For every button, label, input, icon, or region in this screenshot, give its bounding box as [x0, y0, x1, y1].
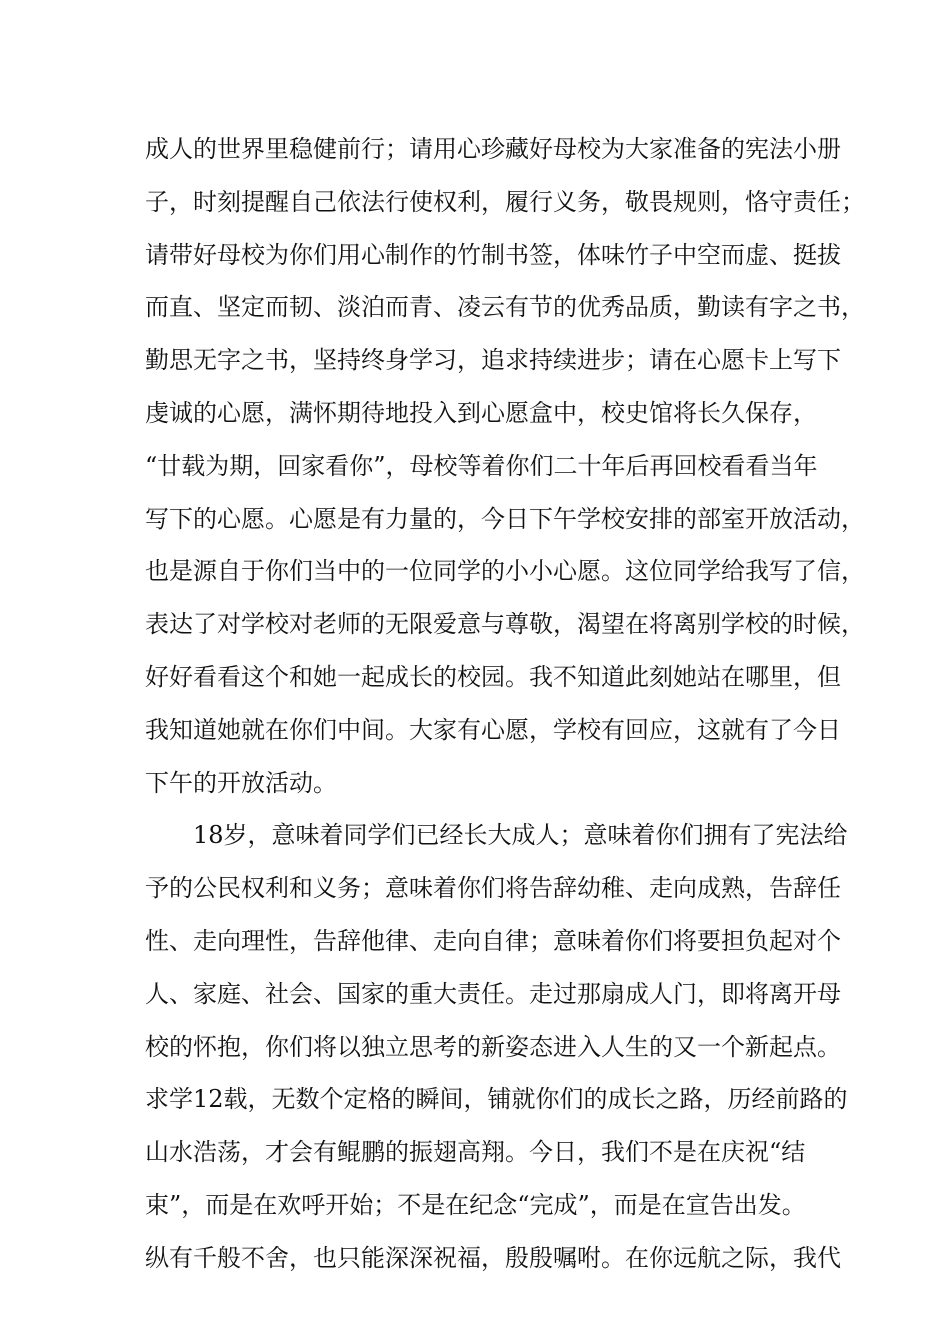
text-line: 成人的世界里稳健前行；请用心珍藏好母校为大家准备的宪法小册	[145, 135, 841, 163]
text-line: “廿载为期，回家看你”，母校等着你们二十年后再回校看看当年	[145, 451, 818, 480]
text-line: 也是源自于你们当中的一位同学的小小心愿。这位同学给我写了信，	[145, 557, 865, 586]
text-line: 请带好母校为你们用心制作的竹制书签，体味竹子中空而虚、挺拔	[145, 240, 841, 269]
text-line: 而直、坚定而韧、淡泊而青、凌云有节的优秀品质，勤读有字之书，	[145, 293, 865, 322]
text-line: 我知道她就在你们中间。大家有心愿，学校有回应，这就有了今日	[145, 715, 841, 744]
text-line: 校的怀抱，你们将以独立思考的新姿态进入人生的又一个新起点。	[145, 1032, 841, 1061]
text-line: 人、家庭、社会、国家的重大责任。走过那扇成人门，即将离开母	[145, 979, 841, 1008]
text-line: 下午的开放活动。	[145, 768, 337, 797]
text-line: 山水浩荡，才会有鲲鹏的振翅高翔。今日，我们不是在庆祝“结	[145, 1138, 806, 1167]
body-text	[145, 123, 865, 1285]
text-line: 性、走向理性，告辞他律、走向自律；意味着你们将要担负起对个	[145, 926, 841, 955]
text-line: 子，时刻提醒自己依法行使权利，履行义务，敬畏规则，恪守责任；	[145, 187, 865, 216]
paragraph-start-line: 18岁，意味着同学们已经长大成人；意味着你们拥有了宪法给	[193, 821, 848, 850]
text-line: 好好看看这个和她一起成长的校园。我不知道此刻她站在哪里，但	[145, 662, 841, 691]
text-line: 求学12载，无数个定格的瞬间，铺就你们的成长之路，历经前路的	[145, 1085, 848, 1114]
text-line: 纵有千般不舍，也只能深深祝福，殷殷嘱咐。在你远航之际，我代	[145, 1243, 841, 1272]
text-line: 虔诚的心愿，满怀期待地投入到心愿盒中，校史馆将长久保存，	[145, 398, 817, 427]
text-line: 表达了对学校对老师的无限爱意与尊敬，渴望在将离别学校的时候，	[145, 610, 865, 639]
text-line: 写下的心愿。心愿是有力量的，今日下午学校安排的部室开放活动，	[145, 504, 865, 533]
text-line: 束”，而是在欢呼开始；不是在纪念“完成”，而是在宣告出发。	[145, 1190, 806, 1219]
text-line: 予的公民权利和义务；意味着你们将告辞幼稚、走向成熟，告辞任	[145, 874, 841, 903]
text-line: 勤思无字之书，坚持终身学习，追求持续进步；请在心愿卡上写下	[145, 346, 841, 375]
